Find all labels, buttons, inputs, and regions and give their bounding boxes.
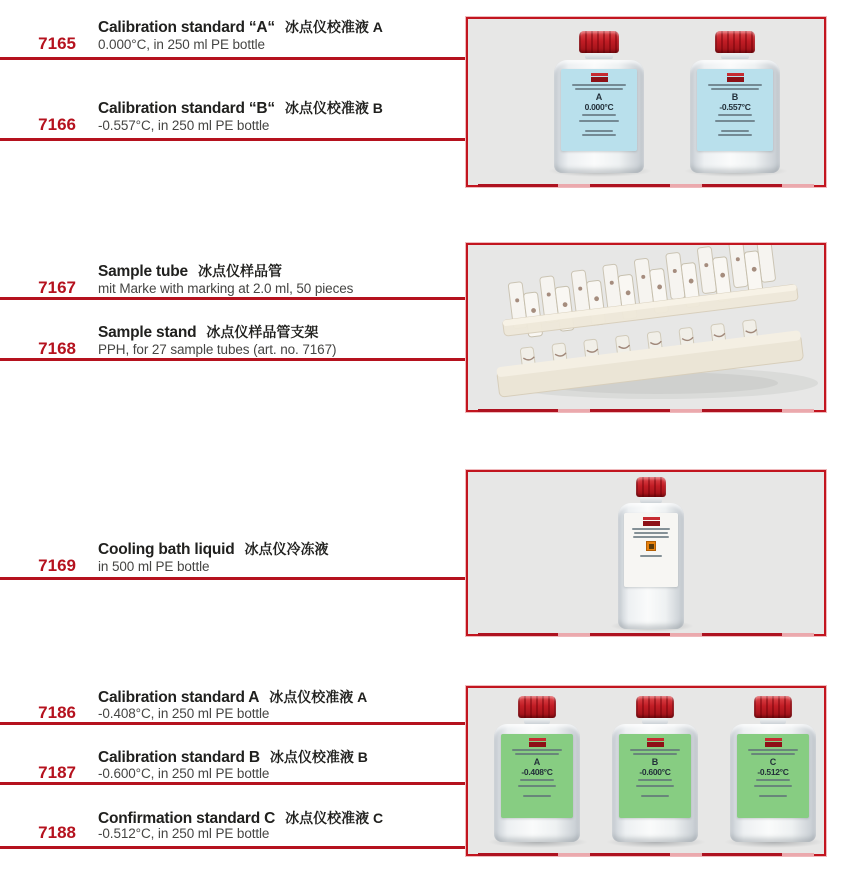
bottle-label — [501, 734, 573, 818]
product-code: 7169 — [38, 556, 76, 575]
label-microtext — [633, 536, 670, 538]
box-bottom-dashes — [478, 184, 814, 187]
product-title-en: Calibration standard B — [98, 749, 260, 766]
product-title-zh: 冰点仪样品管 — [197, 263, 282, 279]
bottle-label — [697, 69, 773, 151]
label-temperature: -0.408°C — [521, 767, 553, 777]
label-microtext — [582, 134, 615, 136]
product-title-zh: 冰点仪样品管支架 — [206, 324, 319, 340]
label-microtext — [518, 785, 555, 787]
bottle-illustration-c — [730, 696, 816, 842]
box-bottom-dashes — [478, 633, 814, 636]
bottle-neck — [585, 53, 613, 59]
bottle-body — [612, 724, 698, 842]
row-divider — [0, 782, 466, 785]
label-microtext — [718, 114, 753, 116]
label-microtext — [585, 130, 614, 132]
label-microtext — [572, 84, 625, 86]
product-image-box-sample-stand — [466, 243, 826, 412]
cooling-bottle-illustration — [618, 477, 684, 629]
product-title-zh: 冰点仪冷冻液 — [244, 541, 329, 557]
row-divider — [0, 297, 466, 300]
product-title-en: Confirmation standard C — [98, 810, 276, 827]
label-letter: B — [651, 757, 659, 767]
product-desc: -0.600°C, in 250 ml PE bottle — [98, 766, 270, 781]
row-divider — [0, 57, 466, 60]
bottle-illustration-b — [612, 696, 698, 842]
label-microtext — [759, 795, 788, 797]
bottle-body — [690, 60, 780, 173]
product-desc: -0.408°C, in 250 ml PE bottle — [98, 706, 270, 721]
label-microtext — [636, 785, 673, 787]
label-microtext — [756, 779, 789, 781]
label-temperature: -0.512°C — [757, 767, 789, 777]
bottle-cap — [754, 696, 792, 718]
label-microtext — [721, 130, 750, 132]
label-microtext — [575, 88, 622, 90]
label-microtext — [630, 749, 680, 751]
label-temperature: -0.600°C — [639, 767, 671, 777]
product-title-en: Sample tube — [98, 263, 188, 280]
product-image-box-standards-ab — [466, 17, 826, 187]
label-microtext — [634, 532, 669, 534]
product-code: 7167 — [38, 278, 76, 297]
bottle-cap — [579, 31, 619, 53]
product-image-box-standards-abc — [466, 686, 826, 856]
product-title-en: Calibration standard A — [98, 689, 260, 706]
bottle-illustration-a — [554, 31, 644, 173]
bottle-label — [624, 513, 678, 587]
label-microtext — [751, 753, 796, 755]
product-title-zh: 冰点仪校准液 A — [284, 19, 383, 35]
product-code: 7187 — [38, 763, 76, 782]
product-code: 7186 — [38, 703, 76, 722]
product-title-en: Cooling bath liquid — [98, 541, 235, 558]
product-code: 7166 — [38, 115, 76, 134]
product-desc: mit Marke with marking at 2.0 ml, 50 pieces — [98, 281, 354, 296]
bottle-illustration-b — [690, 31, 780, 173]
row-divider — [0, 722, 466, 725]
bottle-body — [730, 724, 816, 842]
product-image-box-cooling-liquid — [466, 470, 826, 636]
row-divider — [0, 358, 466, 361]
product-title — [98, 17, 383, 37]
label-microtext — [748, 749, 798, 751]
label-microtext — [579, 120, 619, 122]
bottle-label — [737, 734, 809, 818]
label-microtext — [711, 88, 758, 90]
label-microtext — [520, 779, 553, 781]
label-microtext — [523, 795, 552, 797]
bottle-cap — [715, 31, 755, 53]
product-desc: 0.000°C, in 250 ml PE bottle — [98, 37, 265, 52]
label-microtext — [512, 749, 562, 751]
product-title — [98, 98, 383, 118]
bottle-body — [494, 724, 580, 842]
label-microtext — [715, 120, 755, 122]
product-title — [98, 539, 329, 559]
brand-logo — [529, 738, 546, 747]
label-letter: A — [533, 757, 541, 767]
product-desc: -0.512°C, in 250 ml PE bottle — [98, 826, 270, 841]
hazard-warning-icon — [646, 541, 656, 551]
label-microtext — [640, 555, 662, 557]
product-title-en: Calibration standard “B“ — [98, 100, 275, 117]
product-title-en: Sample stand — [98, 324, 197, 341]
label-microtext — [718, 134, 751, 136]
bottle-cap — [518, 696, 556, 718]
product-title — [98, 747, 368, 767]
label-letter: A — [595, 92, 603, 102]
bottle-body — [554, 60, 644, 173]
bottle-label — [561, 69, 637, 151]
label-microtext — [708, 84, 761, 86]
row-divider — [0, 846, 466, 849]
brand-logo — [647, 738, 664, 747]
bottle-neck — [721, 53, 749, 59]
label-temperature: -0.557°C — [719, 102, 751, 112]
label-microtext — [515, 753, 560, 755]
product-title-zh: 冰点仪校准液 B — [284, 100, 383, 116]
label-letter: C — [769, 757, 777, 767]
label-letter: B — [731, 92, 739, 102]
product-code: 7165 — [38, 34, 76, 53]
product-title-en: Calibration standard “A“ — [98, 19, 275, 36]
product-code: 7188 — [38, 823, 76, 842]
bottle-illustration-a — [494, 696, 580, 842]
box-bottom-dashes — [478, 853, 814, 856]
brand-logo — [727, 73, 744, 82]
product-title-zh: 冰点仪校准液 A — [269, 689, 368, 705]
row-divider — [0, 577, 466, 580]
product-code: 7168 — [38, 339, 76, 358]
product-title — [98, 808, 383, 828]
product-title-zh: 冰点仪校准液 B — [269, 749, 368, 765]
label-microtext — [754, 785, 791, 787]
label-temperature: 0.000°C — [584, 102, 614, 112]
box-bottom-dashes — [478, 409, 814, 412]
label-microtext — [633, 753, 678, 755]
product-title — [98, 687, 367, 707]
product-title — [98, 322, 318, 342]
label-microtext — [632, 528, 671, 530]
bottle-body — [618, 503, 684, 629]
product-desc: -0.557°C, in 250 ml PE bottle — [98, 118, 270, 133]
bottle-label — [619, 734, 691, 818]
product-desc: in 500 ml PE bottle — [98, 559, 210, 574]
label-microtext — [582, 114, 617, 116]
brand-logo — [591, 73, 608, 82]
bottle-cap — [636, 696, 674, 718]
product-title — [98, 261, 282, 281]
row-divider — [0, 138, 466, 141]
label-microtext — [638, 779, 671, 781]
brand-logo — [765, 738, 782, 747]
label-microtext — [641, 795, 670, 797]
sample-stand-illustration — [468, 245, 824, 410]
product-title-zh: 冰点仪校准液 C — [285, 810, 384, 826]
bottle-cap — [636, 477, 666, 497]
brand-logo — [643, 517, 660, 526]
product-desc: PPH, for 27 sample tubes (art. no. 7167) — [98, 342, 337, 357]
